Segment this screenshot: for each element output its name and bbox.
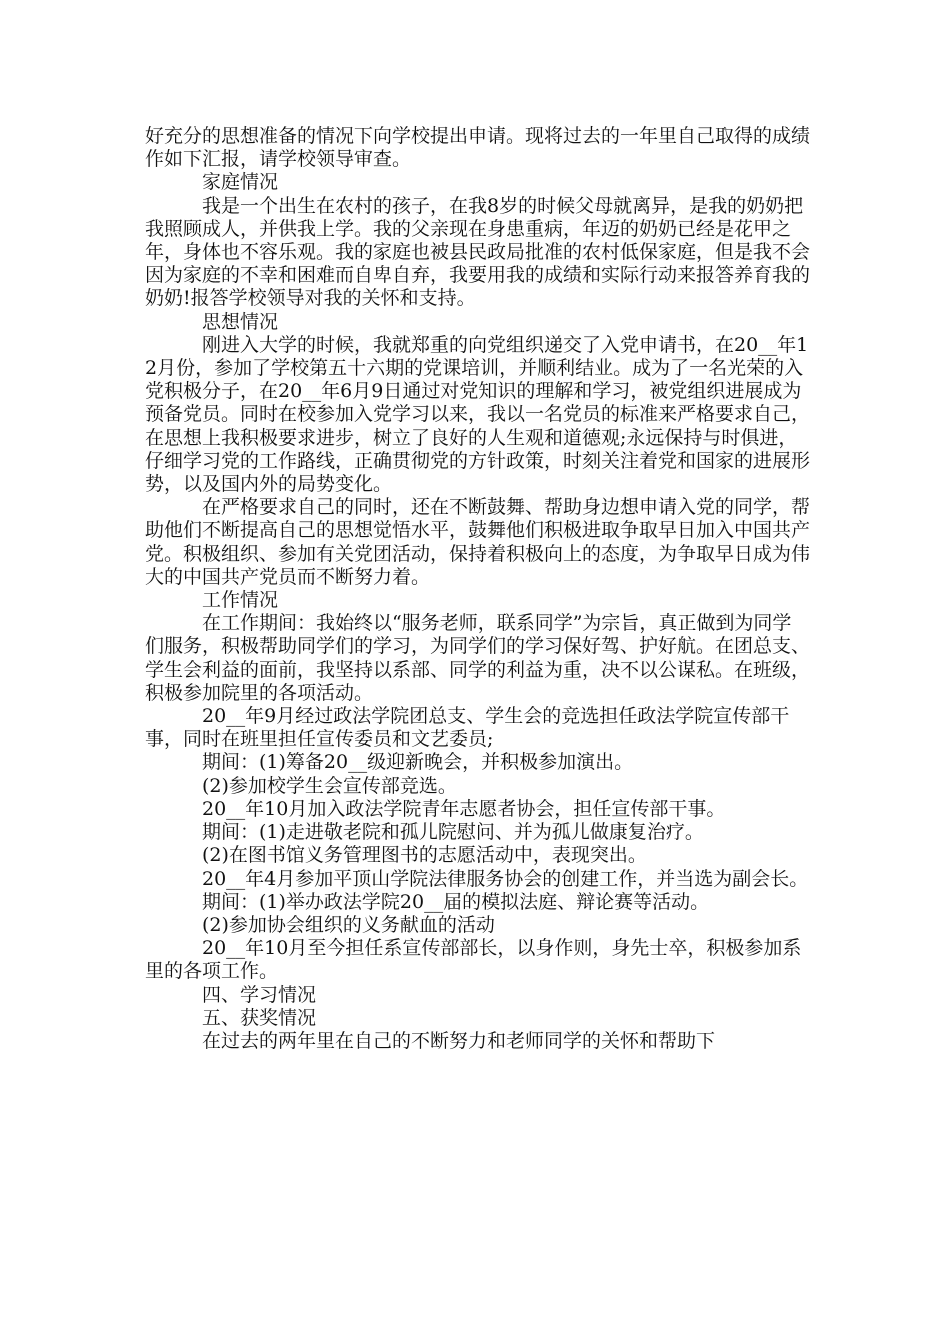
section-heading-awards: 五、获奖情况 xyxy=(202,1006,317,1029)
work-item: (2)参加协会组织的义务献血的活动 xyxy=(202,913,495,936)
intro-paragraph: 好充分的思想准备的情况下向学校提出申请。现将过去的一年里自己取得的成绩作如下汇报，请学校领导审查。 xyxy=(145,125,811,171)
work-item: 期间：(1)走进敬老院和孤儿院慰问、并为孤儿做康复治疗。 xyxy=(202,821,704,844)
work-item: (2)参加校学生会宣传部竞选。 xyxy=(202,774,457,797)
awards-paragraph: 在过去的两年里在自己的不断努力和老师同学的关怀和帮助下 xyxy=(202,1029,716,1052)
work-item: 20__年10月加入政法学院青年志愿者协会，担任宣传部干事。 xyxy=(202,797,726,820)
work-item: 20__年10月至今担任系宣传部部长，以身作则，身先士卒，积极参加系里的各项工作。 xyxy=(145,937,802,983)
work-paragraph: 在工作期间：我始终以“服务老师，联系同学”为宗旨，真正做到为同学们服务，积极帮助同学们的学习，为同学们的学习保好驾、护好航。在团总支、学生会利益的面前，我坚持以系部、同学的利益为重，决不以公谋私。在班级，积极参加院里的各项活动。 xyxy=(145,612,811,704)
work-item: 20__年9月经过政法学院团总支、学生会的竞选担任政法学院宣传部干事，同时在班里担任宣传委员和文艺委员; xyxy=(145,705,790,751)
section-heading-work: 工作情况 xyxy=(202,589,279,612)
document-body xyxy=(145,125,810,1053)
family-paragraph: 我是一个出生在农村的孩子，在我8岁的时候父母就离异，是我的奶奶把我照顾成人，并供我上学。我的父亲现在身患重病，年迈的奶奶已经是花甲之年，身体也不容乐观。我的家庭也被县民政局批准的农村低保家庭，但是我不会因为家庭的不幸和困难而自卑自弃，我要用我的成绩和实际行动来报答养育我的奶奶!报答学校领导对我的关怀和支持。 xyxy=(145,194,811,310)
work-item: 期间：(1)举办政法学院20__届的模拟法庭、辩论赛等活动。 xyxy=(202,890,710,913)
work-item: 20__年4月参加平顶山学院法律服务协会的创建工作，并当选为副会长。 xyxy=(202,867,809,890)
thought-paragraph: 刚进入大学的时候，我就郑重的向党组织递交了入党申请书，在20__年12月份，参加了学校第五十六期的党课培训，并顺利结业。成为了一名光荣的入党积极分子，在20__年6月9日通过对党知识的理解和学习，被党组织进展成为预备党员。同时在校参加入党学习以来，我以一名党员的标准来严格要求自己，在思想上我积极要求进步，树立了良好的人生观和道德观;永远保持与时俱进，仔细学习党的工作路线，正确贯彻党的方针政策，时刻关注着党和国家的进展形势，以及国内外的局势变化。 xyxy=(145,333,811,496)
section-heading-thought: 思想情况 xyxy=(202,310,279,333)
section-heading-study: 四、学习情况 xyxy=(202,983,317,1006)
thought-paragraph-2: 在严格要求自己的同时，还在不断鼓舞、帮助身边想申请入党的同学，帮助他们不断提高自己的思想觉悟水平，鼓舞他们积极进取争取早日加入中国共产党。积极组织、参加有关党团活动，保持着积极向上的态度，为争取早日成为伟大的中国共产党员而不断努力着。 xyxy=(145,496,811,588)
section-heading-family: 家庭情况 xyxy=(202,171,279,194)
work-item: 期间：(1)筹备20__级迎新晚会，并积极参加演出。 xyxy=(202,751,634,774)
work-item: (2)在图书馆义务管理图书的志愿活动中，表现突出。 xyxy=(202,844,647,867)
